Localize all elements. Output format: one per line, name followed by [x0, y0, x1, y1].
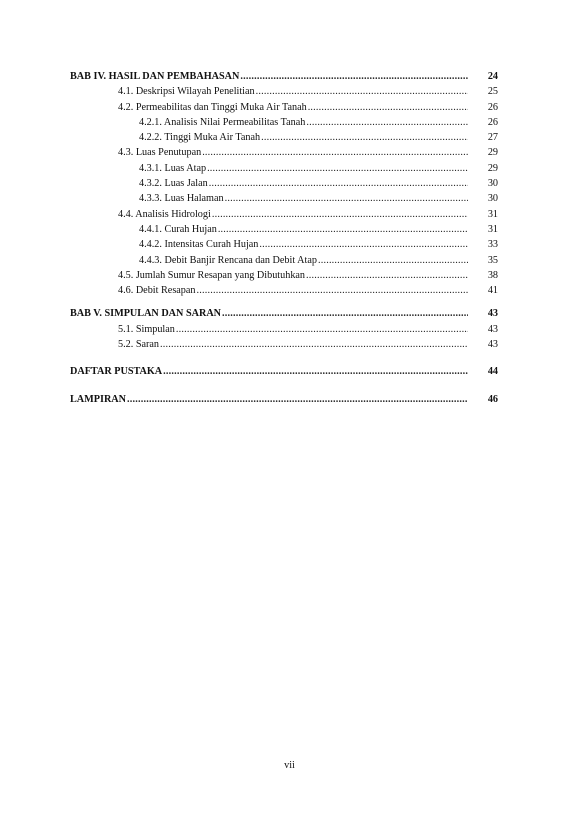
toc-entry-4-3[interactable] [70, 145, 498, 160]
table-of-contents [70, 69, 498, 407]
toc-entry-5-2[interactable] [70, 337, 498, 352]
dot-leader [209, 176, 468, 191]
toc-label: DAFTAR PUSTAKA [70, 366, 163, 378]
toc-entry-4-4-3[interactable] [70, 253, 498, 268]
toc-entry-5-1[interactable] [70, 322, 498, 337]
dot-leader [261, 130, 468, 145]
toc-page-number: 26 [487, 116, 498, 128]
toc-entry-4-3-1[interactable] [70, 161, 498, 176]
toc-label: LAMPIRAN [70, 393, 127, 405]
toc-label: 4.4.2. Intensitas Curah Hujan [139, 239, 259, 251]
toc-entry-4-4[interactable] [70, 207, 498, 222]
dot-leader [306, 115, 468, 130]
toc-label: BAB V. SIMPULAN DAN SARAN [70, 308, 222, 320]
toc-page-number: 43 [487, 323, 498, 335]
toc-entry-4-2-2[interactable] [70, 130, 498, 145]
dot-leader [207, 161, 468, 176]
dot-leader [308, 100, 468, 115]
toc-page-number: 24 [487, 71, 498, 82]
dot-leader [176, 322, 468, 337]
dot-leader [240, 69, 468, 84]
toc-entry-bab-iv[interactable] [70, 69, 498, 84]
toc-entry-4-6[interactable] [70, 283, 498, 298]
toc-entry-4-2-1[interactable] [70, 115, 498, 130]
page-footer-number: vii [284, 760, 295, 771]
toc-label: 4.4.1. Curah Hujan [139, 223, 217, 235]
toc-entry-4-3-2[interactable] [70, 176, 498, 191]
toc-entry-lampiran[interactable] [70, 392, 498, 407]
toc-label: 4.3.3. Luas Halaman [139, 193, 224, 205]
toc-entry-daftar-pustaka[interactable] [70, 364, 498, 379]
dot-leader [222, 306, 468, 321]
dot-leader [225, 191, 468, 206]
toc-entry-4-2[interactable] [70, 100, 498, 115]
toc-page-number: 29 [487, 147, 498, 159]
toc-label: 4.2.1. Analisis Nilai Permeabilitas Tanah [139, 116, 306, 128]
toc-label: 4.3.1. Luas Atap [139, 162, 207, 174]
toc-label: 4.6. Debit Resapan [118, 285, 196, 297]
toc-page-number: 31 [487, 223, 498, 235]
toc-label: 4.5. Jumlah Sumur Resapan yang Dibutuhkan [118, 269, 306, 281]
toc-entry-bab-v[interactable] [70, 306, 498, 321]
dot-leader [259, 237, 468, 252]
dot-leader [163, 364, 468, 379]
dot-leader [318, 253, 468, 268]
dot-leader [202, 145, 468, 160]
toc-page-number: 30 [487, 178, 498, 190]
toc-page-number: 43 [487, 339, 498, 351]
toc-label: 4.3.2. Luas Jalan [139, 178, 208, 190]
dot-leader [212, 207, 468, 222]
toc-page-number: 41 [487, 285, 498, 297]
toc-page-number: 46 [487, 393, 498, 405]
dot-leader [256, 84, 468, 99]
toc-label: 4.4.3. Debit Banjir Rencana dan Debit Atap [139, 254, 317, 266]
toc-page-number: 31 [487, 208, 498, 220]
toc-label: 4.3. Luas Penutupan [118, 147, 202, 159]
toc-entry-4-3-3[interactable] [70, 191, 498, 206]
dot-leader [218, 222, 468, 237]
toc-label: 5.1. Simpulan [118, 323, 175, 335]
dot-leader [197, 283, 468, 298]
toc-page-number: 27 [487, 132, 498, 144]
toc-entry-4-4-2[interactable] [70, 237, 498, 252]
toc-page-number: 25 [487, 86, 498, 98]
toc-label: 4.1. Deskripsi Wilayah Penelitian [118, 86, 255, 98]
toc-label: 4.2. Permeabilitas dan Tinggi Muka Air Tanah [118, 101, 307, 113]
toc-page-number: 38 [487, 269, 498, 281]
dot-leader [306, 268, 468, 283]
toc-page-number: 29 [487, 162, 498, 174]
toc-page-number: 30 [487, 193, 498, 205]
toc-page-number: 44 [487, 366, 498, 378]
toc-label: 4.2.2. Tinggi Muka Air Tanah [139, 132, 261, 144]
toc-label: 4.4. Analisis Hidrologi [118, 208, 211, 220]
dot-leader [160, 337, 468, 352]
toc-label: BAB IV. HASIL DAN PEMBAHASAN [70, 71, 240, 82]
toc-entry-4-1[interactable] [70, 84, 498, 99]
dot-leader [127, 392, 468, 407]
toc-label: 5.2. Saran [118, 339, 160, 351]
toc-entry-4-5[interactable] [70, 268, 498, 283]
toc-page-number: 43 [487, 308, 498, 320]
toc-page-number: 33 [487, 239, 498, 251]
toc-entry-4-4-1[interactable] [70, 222, 498, 237]
toc-page-number: 26 [487, 101, 498, 113]
toc-page-number: 35 [487, 254, 498, 266]
